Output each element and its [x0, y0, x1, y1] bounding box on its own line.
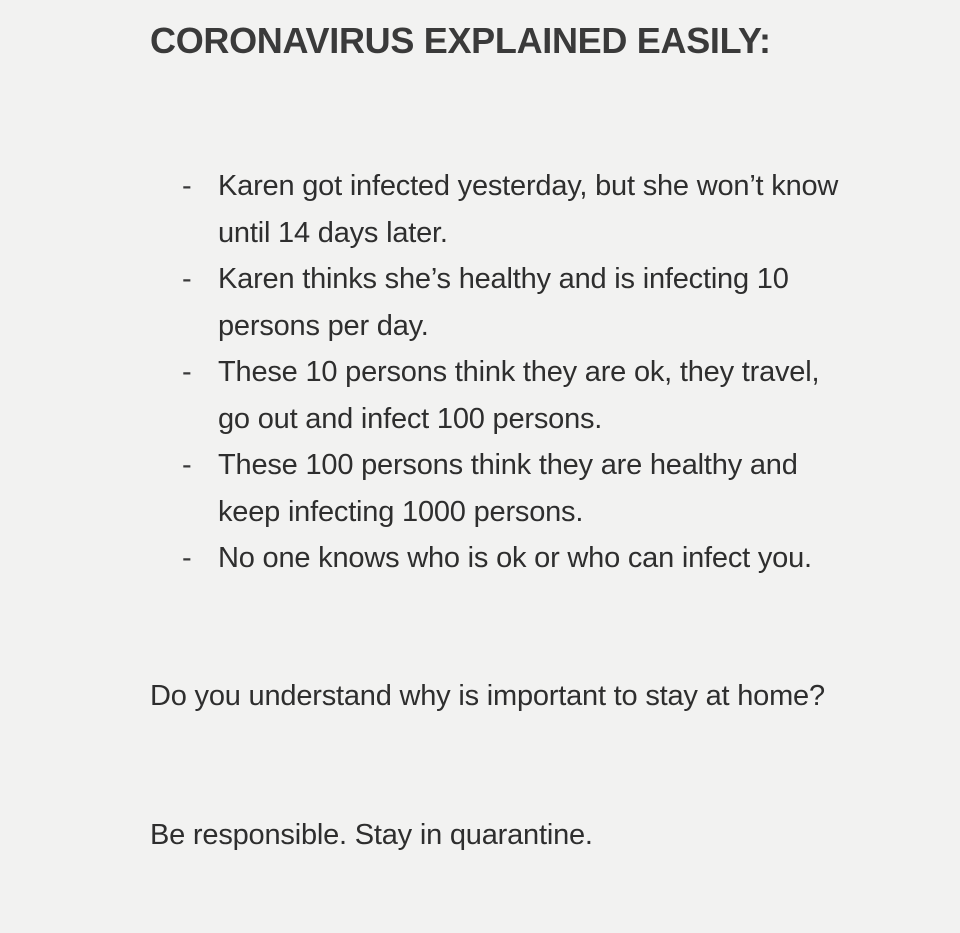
- list-item: [150, 256, 850, 349]
- bullet-text: These 10 persons think they are ok, they travel, go out and infect 100 persons.: [218, 356, 820, 435]
- list-item: [150, 349, 850, 442]
- list-item: [150, 442, 850, 535]
- bullet-text: No one knows who is ok or who can infect you.: [218, 542, 812, 574]
- bullet-dash: -: [182, 170, 192, 202]
- list-item: [150, 163, 850, 256]
- bullet-dash: -: [182, 542, 192, 574]
- bullet-dash: -: [182, 263, 192, 295]
- bullet-text: These 100 persons think they are healthy and keep infecting 1000 persons.: [218, 449, 798, 528]
- list-item: [150, 535, 850, 582]
- note-title: CORONAVIRUS EXPLAINED EASILY:: [150, 20, 771, 61]
- question-text: Do you understand why is important to stay at home?: [150, 680, 825, 712]
- bullet-text: Karen got infected yesterday, but she won’t know until 14 days later.: [218, 170, 839, 249]
- closing-text: Be responsible. Stay in quarantine.: [150, 819, 593, 851]
- bullet-dash: -: [182, 356, 192, 388]
- bullet-text: Karen thinks she’s healthy and is infecting 10 persons per day.: [218, 263, 789, 342]
- bullet-list: [150, 163, 850, 582]
- bullet-dash: -: [182, 449, 192, 481]
